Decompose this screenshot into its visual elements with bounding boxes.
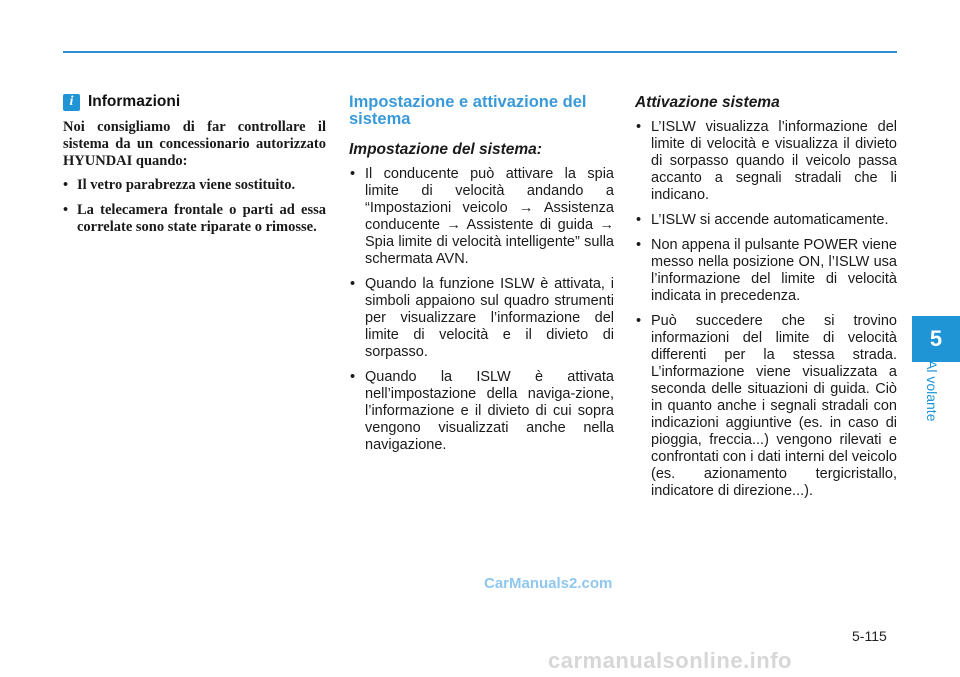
list-item: • Il conducente può attivare la spia limite di velocità andando a “Impostazioni veicolo → Assistenza conducente → Assistente di guida → Spia limite di velocità intelligente” sulla schermata AVN. (349, 166, 614, 268)
list-item: • La telecamera frontale o parti ad essa correlate sono state riparate o rimosse. (63, 202, 326, 236)
page-number: 5-115 (852, 628, 887, 644)
list-item: • Non appena il pulsante POWER viene messo nella posizione ON, l’ISLW usa l’informazione del limite di velocità indicata in precedenza. (635, 237, 897, 305)
watermark-link[interactable]: CarManuals2.com (484, 575, 613, 592)
chapter-tab (912, 316, 960, 362)
setup-bullets (349, 166, 614, 454)
activation-bullets (635, 119, 897, 500)
section-title: Impostazione e attivazione del sistema (349, 93, 587, 128)
info-box (63, 93, 326, 244)
list-item: • Il vetro parabrezza viene sostituito. (63, 177, 326, 194)
info-title: Informazioni (88, 93, 181, 110)
list-item: • Quando la funzione ISLW è attivata, i simboli appaiono sul quadro strumenti per visualizzare l’informazione del limite di velocità e il divieto di sorpasso. (349, 276, 614, 361)
list-item: • Può succedere che si trovino informazioni del limite di velocità differenti per la stessa strada. L’informazione viene visualizzata a seconda delle situazioni di guida. Ciò in quanto anche i segnali stradali con indicazioni aggiuntive (es. in caso di pioggia, freccia...) vengono rilevati e confrontati con i dati interni del veicolo (es. azionamento tergicristallo, indicatore di direzione...). (635, 313, 897, 500)
chapter-label: Al volante (924, 360, 940, 422)
activation-subtitle: Attivazione sistema (635, 94, 780, 111)
list-item: • L’ISLW visualizza l’informazione del limite di velocità e visualizza il divieto di sorpasso quando il veicolo passa accanto a segnali stradali che li indicano. (635, 119, 897, 204)
list-item: • L’ISLW si accende automaticamente. (635, 212, 897, 229)
setup-subtitle: Impostazione del sistema: (349, 141, 542, 158)
activation-column (635, 94, 897, 508)
info-bullets (63, 177, 326, 236)
chapter-number: 5 (929, 326, 943, 351)
info-icon: i (63, 94, 80, 111)
list-item: • Quando la ISLW è attivata nell’impostazione della naviga-zione, l’informazione e il divieto di cui sopra vengono visualizzati anche nella navigazione. (349, 369, 614, 454)
info-title-row (63, 93, 326, 111)
setup-column (349, 94, 614, 462)
top-rule (63, 51, 897, 53)
info-intro: Noi consigliamo di far controllare il sistema da un concessionario autorizzato HYUNDAI quando: (63, 119, 326, 169)
footer-watermark: carmanualsonline.info (548, 648, 792, 673)
